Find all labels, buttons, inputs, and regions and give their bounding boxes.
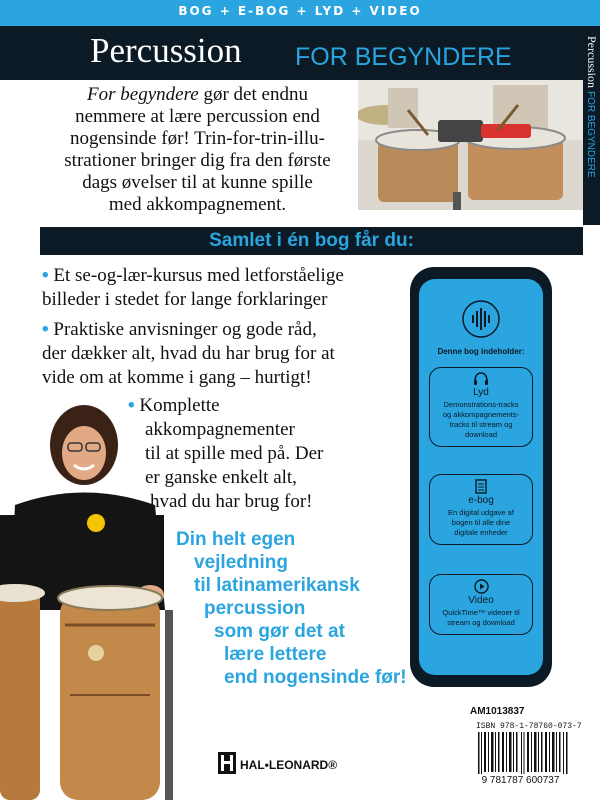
content-card-audio [429, 367, 533, 447]
card-body-line: stream og download [447, 618, 515, 627]
document-icon [475, 479, 487, 494]
sound-wave-logo-icon [461, 299, 501, 339]
bullet-line: Et se-og-lær-kursus med letforståelige [53, 265, 344, 286]
tagline [176, 528, 407, 689]
barcode [476, 732, 571, 774]
tagline-line: som gør det at [214, 621, 345, 642]
book-title: Percussion [90, 31, 242, 70]
musician-photo [0, 395, 176, 800]
bullet-line: billeder i stedet for lange forklaringer [42, 289, 328, 310]
publisher-name: HAL•LEONARD® [240, 758, 338, 772]
bullet-marker: • [42, 265, 49, 286]
device-screen [419, 279, 543, 675]
product-code: AM1013837 [470, 706, 525, 717]
bullet-item [42, 264, 344, 312]
bullet-line: til at spille med på. Der [145, 443, 324, 464]
barcode-number: 9 781787 600737 [481, 775, 560, 786]
bullet-marker: • [42, 319, 49, 340]
hal-leonard-logo-icon [218, 752, 236, 774]
tagline-line: end nogensinde før! [224, 667, 407, 688]
intro-line: nogensinde før! Trin-for-trin-illu- [69, 128, 326, 149]
bullet-line: hvad du har brug for! [150, 491, 313, 512]
card-body [430, 398, 532, 446]
card-title: Lyd [473, 387, 489, 398]
book-subtitle: FOR BEGYNDERE [295, 43, 512, 71]
content-card-video [429, 574, 533, 635]
card-body-line: bogen til alle dine [451, 518, 511, 527]
bullet-marker: • [128, 395, 135, 416]
card-body [430, 506, 532, 544]
card-title: e-bog [468, 495, 494, 506]
card-body [430, 606, 532, 634]
bullet-line: Praktiske anvisninger og gode råd, [53, 319, 317, 340]
card-body-line: QuickTime™ videoer til [442, 608, 520, 617]
bullet-item [42, 318, 335, 390]
isbn: ISBN 978-1-78760-073-7 [476, 722, 582, 731]
headphones-icon [473, 372, 489, 386]
intro-line: dags øvelser til at kunne spille [82, 172, 313, 193]
card-body-line: digitale enheder [454, 528, 508, 537]
card-body-line: download [464, 430, 498, 439]
spine-lower-background [583, 225, 600, 800]
tagline-line: percussion [204, 598, 306, 619]
card-title: Video [468, 595, 494, 606]
card-body-line: Demonstrations-tracks [443, 400, 519, 409]
tagline-line: vejledning [194, 552, 288, 573]
spine-title-sub: FOR BEGYNDERE [585, 91, 596, 178]
tagline-line: lære lettere [224, 644, 327, 665]
section-heading: Samlet i én bog får du: [209, 230, 414, 251]
tagline-line: til latinamerikansk [194, 575, 360, 596]
intro-line: strationer bringer dig fra den første [64, 150, 331, 171]
content-card-ebook [429, 474, 533, 545]
intro-line: nemmere at lære percussion end [75, 106, 320, 127]
tagline-line: Din helt egen [176, 529, 296, 550]
top-banner [0, 0, 600, 26]
intro-italic: For begyndere [87, 84, 199, 105]
card-body-line: og akkompagnements- [442, 410, 520, 419]
intro-line-1: gør det endnu [198, 84, 308, 105]
device-graphic [410, 267, 552, 687]
spine-title [584, 36, 599, 178]
bullet-line: vide om at komme i gang – hurtigt! [42, 367, 312, 388]
bullet-line: der dækker alt, hvad du har brug for at [42, 343, 335, 364]
intro-line: med akkompagnement. [108, 194, 287, 215]
device-heading: Denne bog indeholder: [437, 347, 525, 356]
spine-title-main: Percussion [585, 36, 599, 88]
bullet-line: Komplette [139, 395, 220, 416]
format-banner-text: BOG + E-BOG + LYD + VIDEO [178, 4, 422, 18]
card-body-line: En digital udgave af [448, 508, 514, 517]
timbales-photo [358, 80, 583, 210]
intro-paragraph [45, 84, 350, 216]
title-band [0, 26, 583, 80]
card-body-line: tracks til stream og [449, 420, 513, 429]
play-icon [474, 579, 489, 594]
bullet-line: er ganske enkelt alt, [145, 467, 297, 488]
section-heading-band [40, 227, 583, 255]
bullet-line: akkompagnementer [145, 419, 295, 440]
